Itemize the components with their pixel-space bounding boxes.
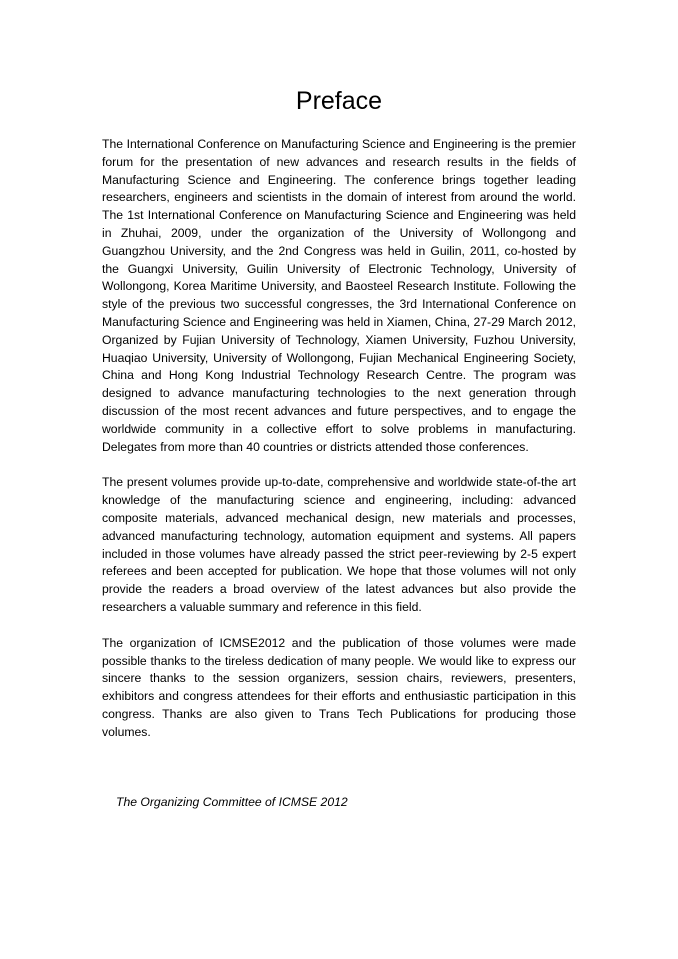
paragraph-acknowledgements: The organization of ICMSE2012 and the publication of those volumes were made possible thanks to the tireless dedication of many people. We would like to express our sincere thanks to the session organizers, session chairs, reviewers, presenters, exhibitors and congress attendees for their efforts and enthusiastic participation in this congress. Thanks are also given to Trans Tech Publications for producing those volumes. [102,635,576,739]
preface-body [102,136,576,760]
signature: The Organizing Committee of ICMSE 2012 [116,795,348,809]
page-title: Preface [295,87,383,115]
paragraph-conference-history: The International Conference on Manufacturing Science and Engineering is the premier forum for the presentation of new advances and research results in the fields of Manufacturing Science and Engineering. The conference brings together leading researchers, engineers and scientists in the domain of interest from around the world. The 1st International Conference on Manufacturing Science and Engineering was held in Zhuhai, 2009, under the organization of the University of Wollongong and Guangzhou University, and the 2nd Congress was held in Guilin, 2011, co-hosted by the Guangxi University, Guilin University of Electronic Technology, University of Wollongong, Korea Maritime University, and Baosteel Research Institute. Following the style of the previous two successful congresses, the 3rd International Conference on Manufacturing Science and Engineering was held in Xiamen, China, 27-29 March 2012, Organized by Fujian University of Technology, Xiamen University, Fuzhou University, Huaqiao University, University of Wollongong, Fujian Mechanical Engineering Society, China and Hong Kong Industrial Technology Research Centre. The program was designed to advance manufacturing technologies to the next generation through discussion of the most recent advances and future perspectives, and to engage the worldwide community in a collective effort to solve problems in manufacturing. Delegates from more than 40 countries or districts attended those conferences. [102,137,576,454]
paragraph-volumes-content: The present volumes provide up-to-date, comprehensive and worldwide state-of-the art knowledge of the manufacturing science and engineering, including: advanced composite materials, advanced mechanical design, new materials and processes, advanced manufacturing technology, automation equipment and systems. All papers included in those volumes have already passed the strict peer-reviewing by 2-5 expert referees and been accepted for publication. We hope that those volumes will not only provide the readers a broad overview of the latest advances but also provide the researchers a valuable summary and reference in this field. [102,475,576,614]
